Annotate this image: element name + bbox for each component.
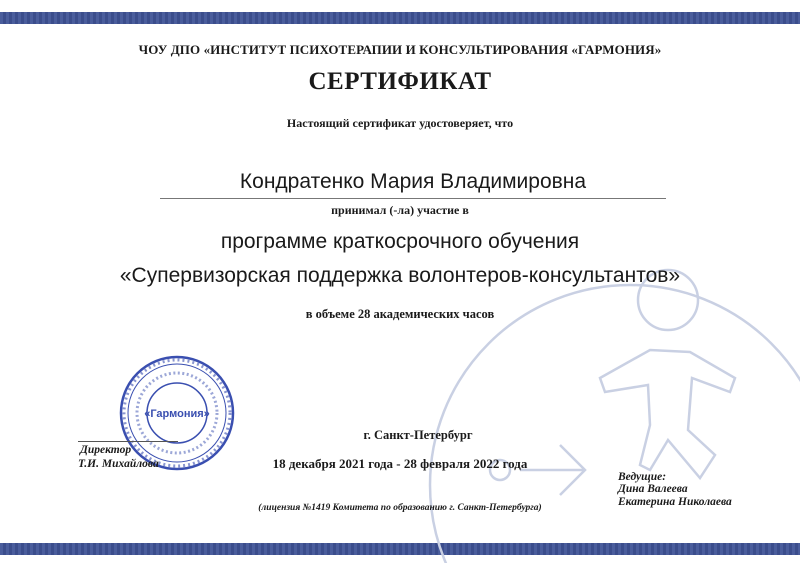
hosts-label: Ведущие: (618, 471, 667, 483)
course-dates: 18 декабря 2021 года - 28 февраля 2022 года (272, 456, 528, 471)
program-line: программе краткосрочного обучения (220, 230, 580, 253)
name-underline (160, 198, 666, 199)
participation-text: принимал (-ла) участие в (331, 203, 469, 217)
host-name: Екатерина Николаева (618, 496, 732, 508)
host-name: Дина Валеева (618, 483, 688, 495)
organization-name: ЧОУ ДПО «ИНСТИТУТ ПСИХОТЕРАПИИ И КОНСУЛЬТИРОВАНИЯ «ГАРМОНИЯ» (138, 42, 662, 57)
license-text: (лицензия №1419 Комитета по образованию г. Санкт-Петербурга) (258, 503, 542, 513)
course-title: «Супервизорская поддержка волонтеров-консультантов» (119, 264, 681, 287)
recipient-name: Кондратенко Мария Владимировна (239, 170, 587, 193)
organization-stamp (113, 354, 241, 472)
director-title: Директор (80, 444, 132, 456)
hours-text: в объеме 28 академических часов (305, 307, 495, 321)
certificate-title: СЕРТИФИКАТ (308, 68, 492, 95)
city-text: г. Санкт-Петербург (363, 428, 473, 442)
stamp-center-text: «Гармония» (144, 408, 210, 420)
director-name: Т.И. Михайлова (78, 458, 159, 470)
director-signature-line (78, 441, 178, 442)
certifies-text: Настоящий сертификат удостоверяет, что (286, 116, 514, 130)
